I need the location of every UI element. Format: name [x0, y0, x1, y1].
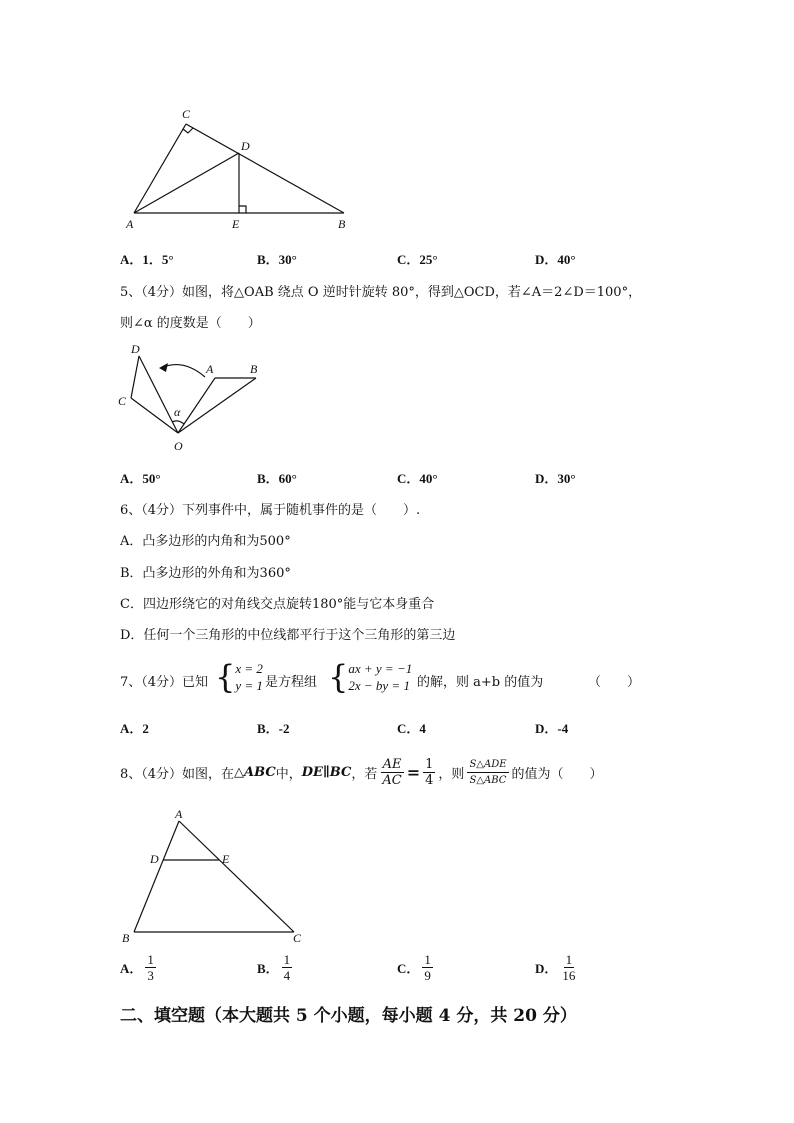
- q5-figure: [115, 340, 275, 455]
- segment-ad: [134, 153, 239, 213]
- q4-option-d[interactable]: D．40°: [535, 252, 576, 267]
- label-b: B: [250, 362, 258, 376]
- label-c: C: [293, 931, 302, 945]
- right-angle-e: [239, 206, 246, 213]
- q7-prefix: 7、（4分）已知: [120, 675, 209, 690]
- q4-option-a[interactable]: A．1．5°: [120, 252, 174, 267]
- q5-option-d[interactable]: D．30°: [535, 471, 576, 486]
- fraction: $\frac{1}{3}$: [147, 952, 154, 983]
- rotation-arrow-head: [159, 363, 168, 372]
- label-d: D: [241, 139, 250, 153]
- q8-option-b[interactable]: B． $\frac{1}{4}$: [257, 952, 291, 983]
- q8-fraction-ae-ac: $\frac{AE}{AC}$: [382, 756, 402, 788]
- label-a: A: [126, 217, 134, 231]
- q8-ruo: ，若: [351, 766, 378, 782]
- q7-paren: （ ）: [588, 675, 641, 690]
- label-e: E: [232, 217, 240, 231]
- label-e: E: [222, 852, 230, 866]
- section-title: 二、填空题（本大题共 5 个小题，每小题 4 分，共 20 分）: [120, 1006, 577, 1026]
- rotation-arrow: [161, 365, 205, 377]
- brace-icon: {: [328, 658, 349, 696]
- q8-prefix: 8、（4分）如图，在: [120, 766, 235, 782]
- q7-option-d[interactable]: D．-4: [535, 721, 569, 736]
- label-d: D: [131, 342, 140, 356]
- segment-ab: [134, 821, 179, 932]
- q8-ze: ，则: [438, 766, 465, 782]
- q5-option-b[interactable]: B．60°: [257, 471, 297, 486]
- fraction: $\frac{1}{9}$: [424, 952, 431, 983]
- q8-stem: [120, 752, 603, 792]
- q7-suffix: 的解，则 a+b 的值为: [417, 675, 544, 690]
- brace-icon: {: [215, 658, 236, 696]
- q8-option-d[interactable]: D． $\frac{1}{16}$: [535, 952, 576, 983]
- label-b: B: [122, 931, 130, 945]
- label-d: D: [150, 852, 159, 866]
- q5-option-a[interactable]: A．50°: [120, 471, 161, 486]
- label-a: A: [206, 362, 214, 376]
- segment-ac: [179, 821, 294, 932]
- q8-option-a[interactable]: A． $\frac{1}{3}$: [120, 952, 154, 983]
- label-b: B: [338, 217, 346, 231]
- q6-option-d[interactable]: D．任何一个三角形的中位线都平行于这个三角形的第三边: [120, 628, 456, 643]
- q8-fraction-one-quarter: $\frac{1}{4}$: [425, 756, 434, 788]
- fraction: $\frac{1}{16}$: [562, 952, 576, 983]
- q8-triangle: △ABC: [234, 764, 276, 780]
- label-o: O: [174, 439, 183, 453]
- q6-option-a[interactable]: A．凸多边形的内角和为500°: [120, 534, 291, 549]
- right-angle-c: [183, 128, 193, 133]
- q8-zhong: 中，: [275, 766, 302, 782]
- q7-option-c[interactable]: C．4: [397, 721, 426, 736]
- segment-cb: [186, 124, 344, 213]
- q7-sys1-line2: y = 1: [235, 678, 263, 693]
- label-a: A: [175, 807, 183, 821]
- q8-equals: =: [406, 762, 421, 782]
- q6-stem: 6、（4分）下列事件中，属于随机事件的是（ ）.: [120, 503, 421, 518]
- q4-option-b[interactable]: B．30°: [257, 252, 297, 267]
- segment-dc: [131, 356, 139, 398]
- q7-sys2-line1: ax + y = −1: [348, 661, 413, 676]
- q7-option-a[interactable]: A．2: [120, 721, 149, 736]
- q5-stem-line2: 则∠α 的度数是（ ）: [120, 316, 261, 331]
- q8-fraction-area-ratio: $\frac{\text{S△ADE}}{\text{S△ABC}}$: [469, 758, 507, 786]
- q5-option-c[interactable]: C．40°: [397, 471, 438, 486]
- label-alpha: α: [174, 405, 181, 419]
- q8-option-c[interactable]: C． $\frac{1}{9}$: [397, 952, 431, 983]
- label-c: C: [118, 394, 127, 408]
- q8-condition: DE∥BC: [301, 764, 352, 780]
- q8-figure: [118, 805, 318, 950]
- q6-option-b[interactable]: B．凸多边形的外角和为360°: [120, 566, 291, 581]
- label-c: C: [182, 107, 191, 121]
- segment-ob: [178, 378, 256, 433]
- q7-system-1: [215, 660, 263, 694]
- segment-ac: [134, 124, 186, 213]
- q4-figure: [120, 100, 360, 235]
- segment-co: [131, 398, 178, 433]
- q7-sys2-line2: 2x − by = 1: [348, 678, 410, 693]
- q5-stem-line1: 5、（4分）如图，将△OAB 绕点 O 逆时针旋转 80°，得到△OCD，若∠A＝2∠D＝100°，: [120, 285, 642, 300]
- q7-middle: 是方程组: [265, 675, 318, 690]
- q6-option-c[interactable]: C．四边形绕它的对角线交点旋转180°能与它本身重合: [120, 597, 435, 612]
- q7-sys1-line1: x = 2: [235, 661, 263, 676]
- q8-tail: 的值为（ ）: [511, 766, 603, 782]
- q4-option-c[interactable]: C．25°: [397, 252, 438, 267]
- q7-system-2: [328, 660, 412, 694]
- fraction: $\frac{1}{4}$: [283, 952, 291, 983]
- segment-oa: [178, 378, 215, 433]
- q7-option-b[interactable]: B．-2: [257, 721, 290, 736]
